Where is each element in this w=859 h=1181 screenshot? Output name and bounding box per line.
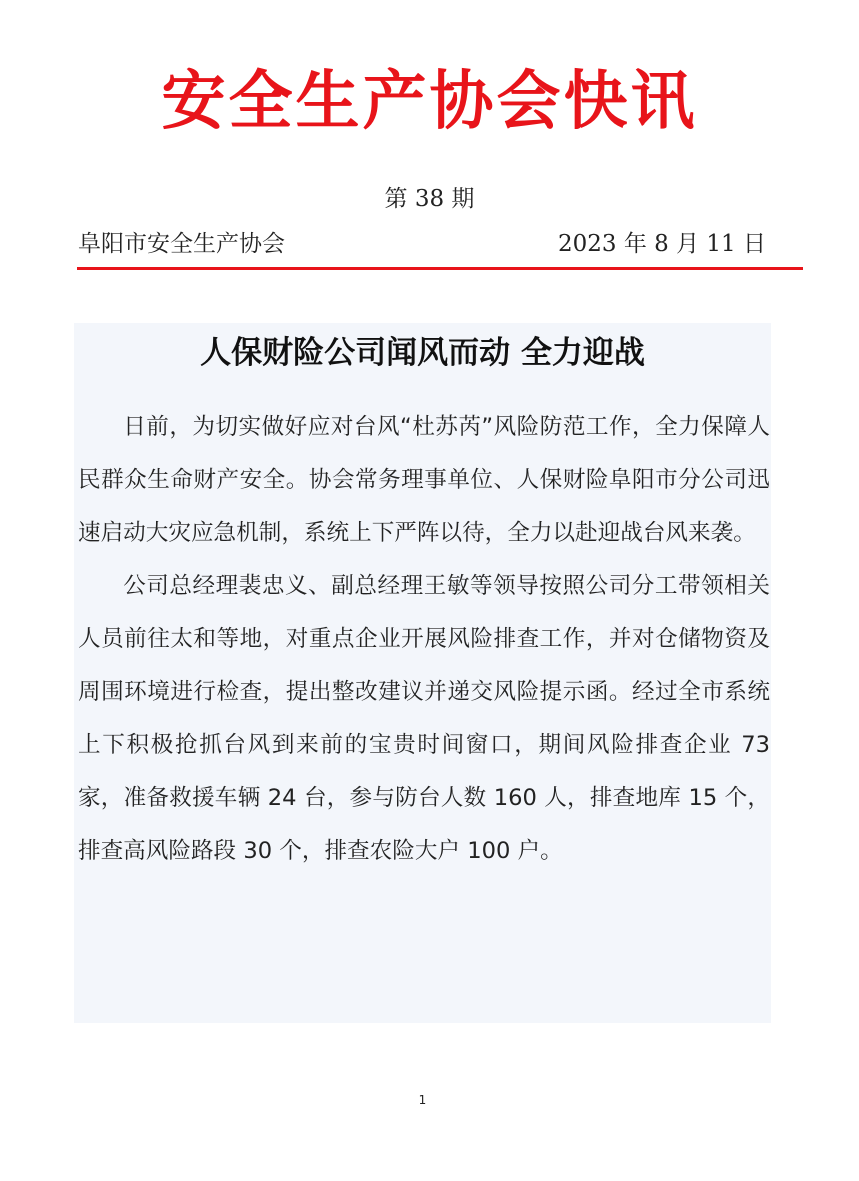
article-panel bbox=[74, 323, 771, 1023]
newsletter-masthead: 安全生产协会快讯 bbox=[161, 64, 698, 139]
issuer-name: 阜阳市安全生产协会 bbox=[78, 231, 285, 257]
header-divider bbox=[77, 267, 803, 270]
article-paragraph: 公司总经理裴忠义、副总经理王敏等领导按照公司分工带领相关人员前往太和等地，对重点企业开展风险排查工作，并对仓储物资及周围环境进行检查，提出整改建议并递交风险提示函。经过全市系统上下积极抢抓台风到来前的宝贵时间窗口，期间风险排查企业 73 家，准备救援车辆 24 台，参与防台人数 160 人，排查地库 15 个，排查高风险路段 30 个，排查农险大户 100 户。 bbox=[78, 573, 770, 864]
issue-date: 2023 年 8 月 11 日 bbox=[558, 231, 766, 257]
issue-number: 第 38 期 bbox=[384, 186, 475, 212]
article-body bbox=[78, 401, 770, 878]
article-headline: 人保财险公司闻风而动 全力迎战 bbox=[200, 335, 645, 371]
page-number: 1 bbox=[418, 1093, 427, 1107]
article-paragraph: 日前，为切实做好应对台风“杜苏芮”风险防范工作，全力保障人民群众生命财产安全。协会常务理事单位、人保财险阜阳市分公司迅速启动大灾应急机制，系统上下严阵以待，全力以赴迎战台风来袭。 bbox=[78, 414, 770, 546]
